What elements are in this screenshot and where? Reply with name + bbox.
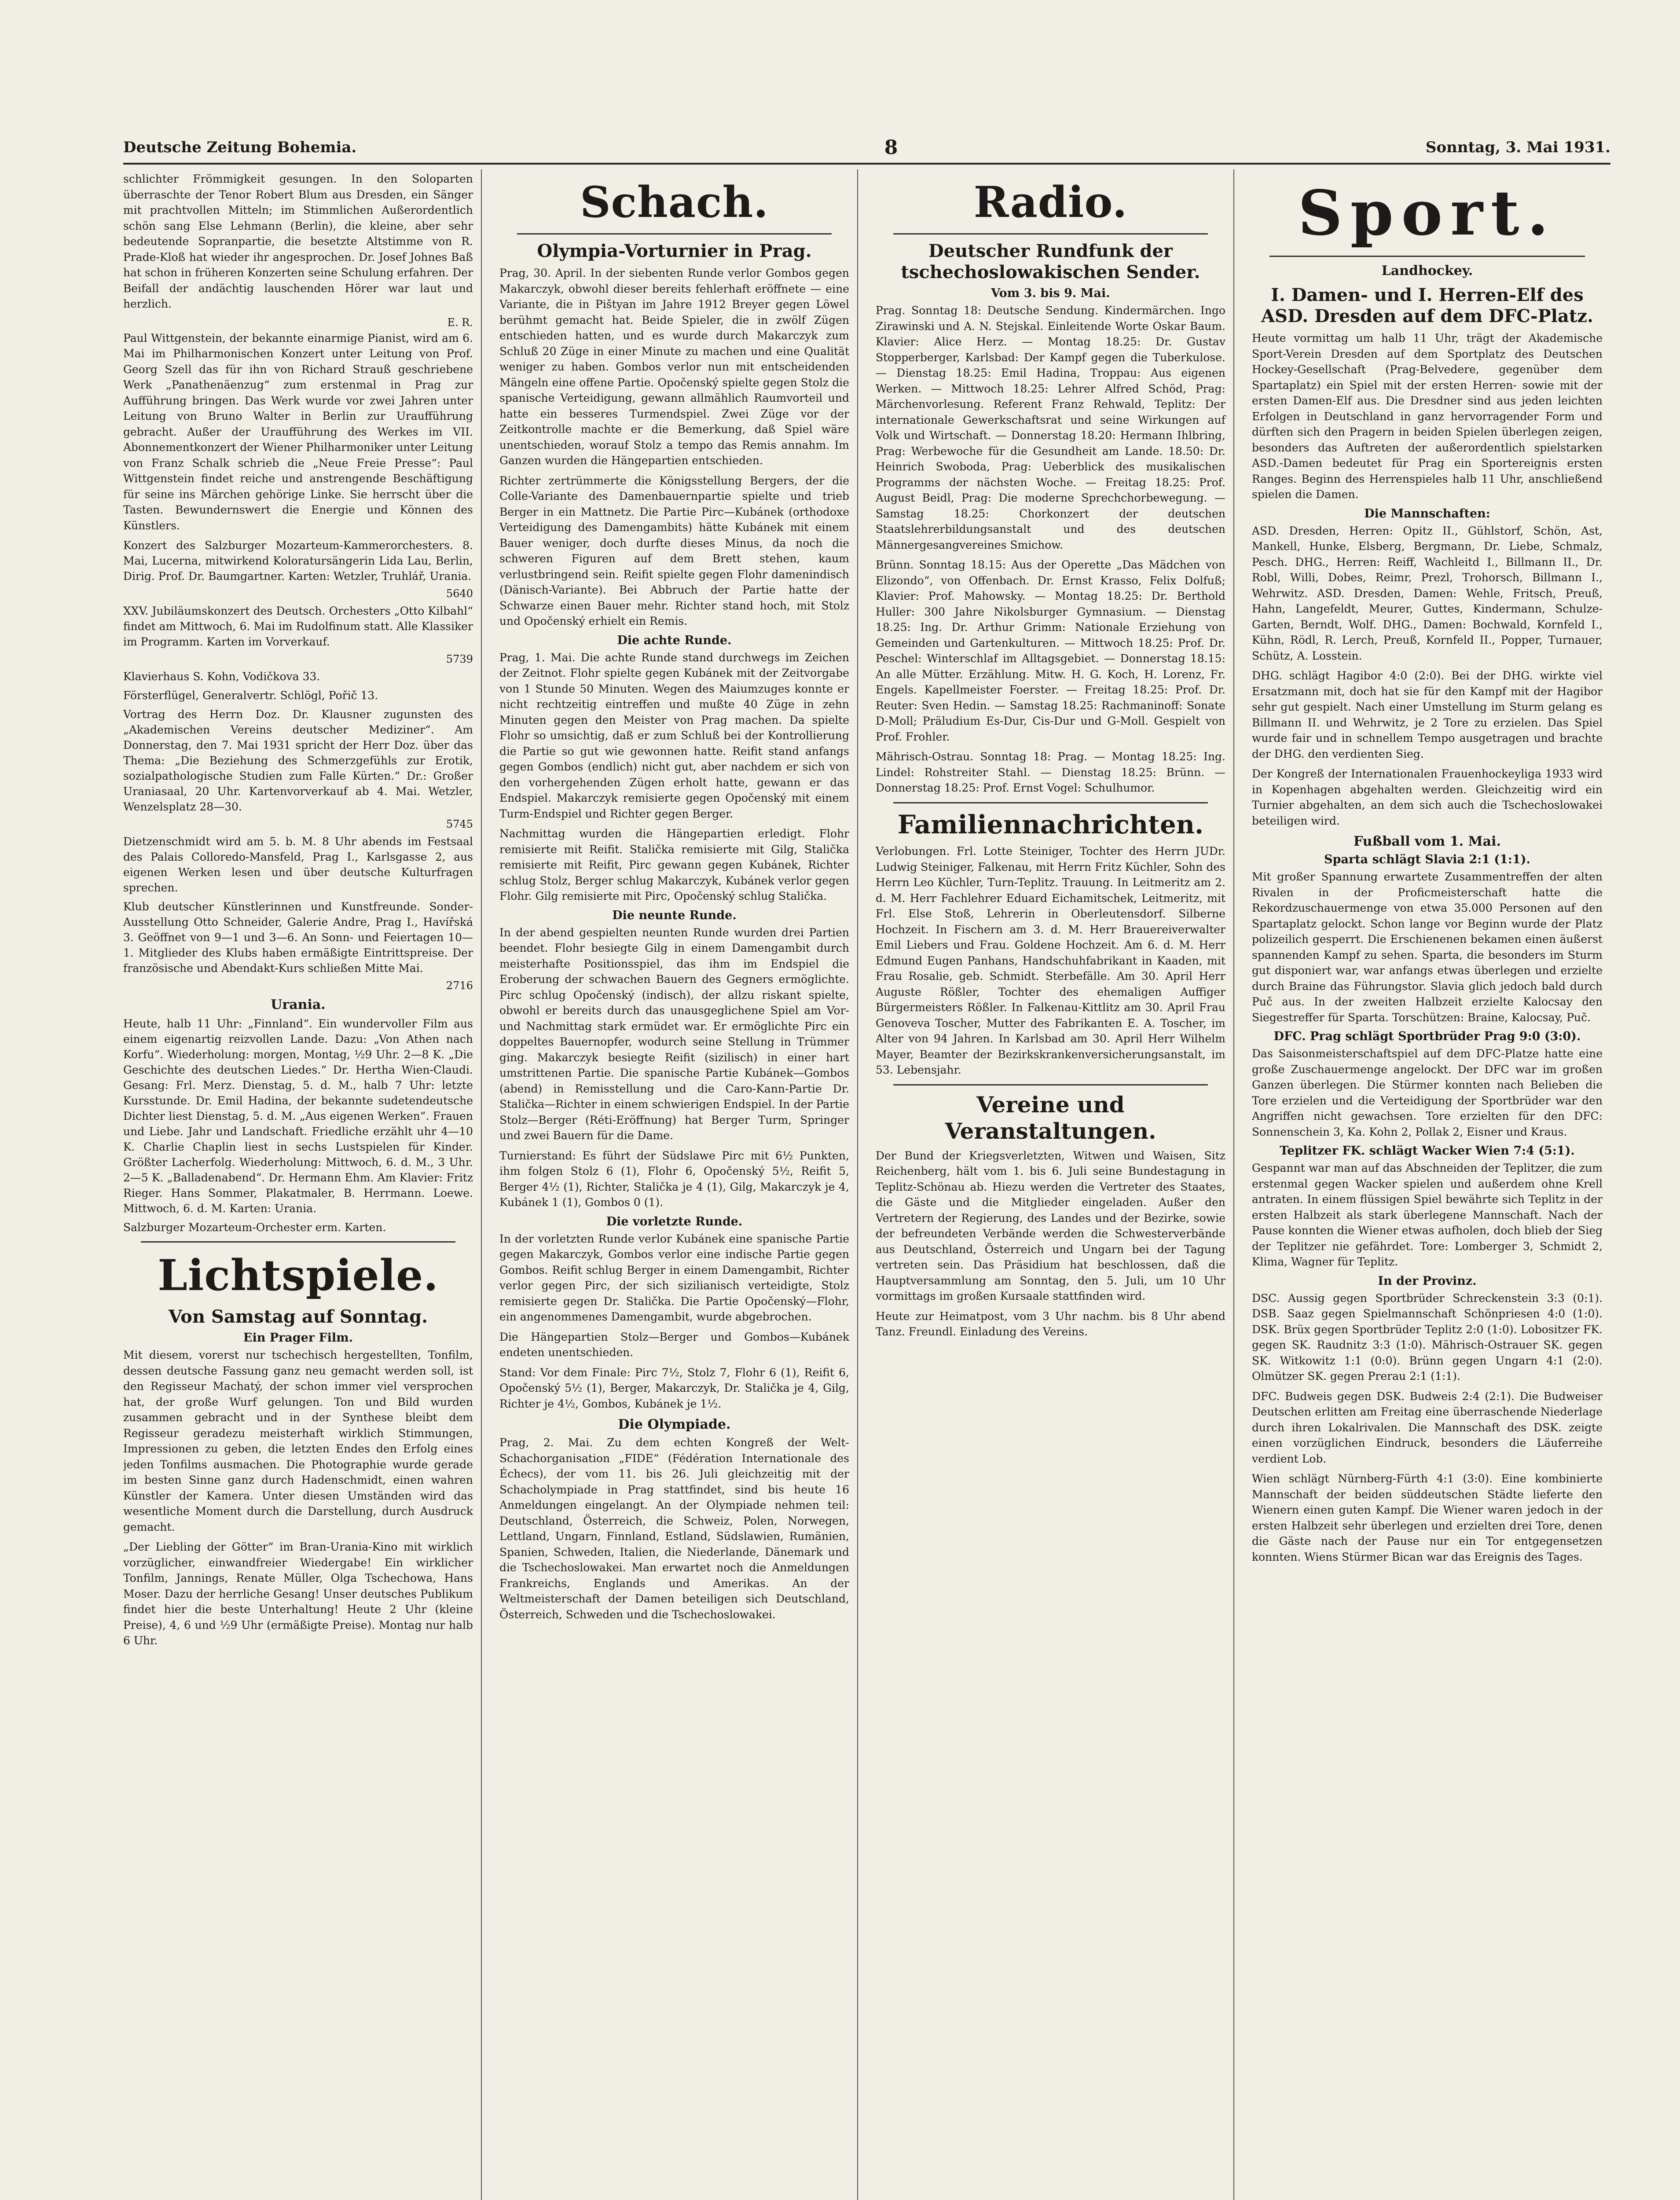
radio-ostrau: Mährisch-Ostrau. Sonntag 18: Prag. — Montag 18.25: Ing. Lindel: Rohstreiter Stahl. — Dienstag 18.25: Brünn. — Donnerstag 18.25: Prof. Ernst Vogel: Schulhumor. [876, 750, 1225, 794]
chess-round-8: Prag, 1. Mai. Die achte Runde stand durchwegs im Zeichen der Zeitnot. Flohr spielte gegen Kubánek mit der Zeitvorgabe von 1 Stunde 50 Minuten. Wegen des Maiumzuges konnte er nicht rechtzeitig eintreffen und mußte 40 Züge in zehn Minuten gegen den Meister von Prag machen. Da spielte Flohr so umsichtig, daß er zum Schluß bei der Kontrollierung die Partie so gut wie gewonnen hatte. Reifit stand anfangs gegen Gombos (endlich) nicht gut, aber nachdem er sich von den vorhergehenden Zügen erholt hatte, gewann er das Endspiel. Makarczyk remisierte gegen Opočenský mit einem Turm-Endspiel und Richter gegen Berger. [499, 651, 849, 820]
chess-round-9-title: Die neunte Runde. [612, 908, 737, 922]
sport-hockey-headline: I. Damen- und I. Herren-Elf des ASD. Dresden auf dem DFC-Platz. [1261, 285, 1593, 326]
sport-teplitz: Gespannt war man auf das Abschneiden der Teplitzer, die zum erstenmal gegen Wacker spielen und außerdem ohne Krell antraten. In einem flüssigen Spiel bewährte sich Teplitz in der ersten Halbzeit als stark überlegene Mannschaft. Nach der Pause konnten die Wiener etwas aufholen, doch blieb der Sieg der Teplitzer nie gefährdet. Tore: Lomberger 3, Schmidt 2, Klima, Wagner für Teplitz. [1252, 1162, 1603, 1268]
notice-dietzenschmidt: Dietzenschmidt wird am 5. b. M. 8 Uhr abends im Festsaal des Palais Colloredo-Mansfeld, Prag I., Karlsgasse 2, aus eigenen Werken lesen und über deutsche Kulturfragen sprechen. [123, 835, 473, 894]
page-header [123, 132, 1610, 165]
chess-standings: Turnierstand: Es führt der Südslawe Pirc mit 6½ Punkten, ihm folgen Stolz 6 (1), Flohr 6, Opočenský 5½, Reifit 5, Berger 4½ (1), Richter, Stalička je 4 (1), Gilg, Makarczyk je 4, Kubánek 1 (1), Gombos 0 (1). [499, 1149, 849, 1209]
notice-klub: Klub deutscher Künstlerinnen und Kunstfreunde. Sonder-Ausstellung Otto Schneider, Galerie Andre, Prag I., Havířská 3. Geöffnet von 9—1 und 3—6. An Sonn- und Feiertagen 10—1. Mitglieder des Klubs haben ermäßigte Eintrittspreise. Der französische und Abendakt-Kurs schließen Mitte Mai. [123, 900, 473, 975]
column-sport [1252, 169, 1610, 2200]
sport-hockey-text: Heute vormittag um halb 11 Uhr, trägt der Akademische Sport-Verein Dresden auf dem Sportplatz des Deutschen Hockey-Gesellschaft (Prag-Belvedere, gegenüber dem Spartaplatz) ein Spiel mit der ersten Herren- sowie mit der ersten Damen-Elf aus. Die Dresdner sind aus jeden leichten Erfolgen in Deutschland in ganz hervorragender Form und dürften sich den Pragern in beiden Spielen überlegen zeigen, besonders das Auftreten der außerordentlich spielstarken ASD.-Damen bedeutet für Prag ein Sportereignis ersten Ranges. Beginn des Herrenspieles halb 11 Uhr, anschließend spielen die Damen. [1252, 332, 1603, 501]
chess-round-8-title: Die achte Runde. [617, 633, 732, 647]
section-title-schach: Schach. [580, 177, 769, 227]
article-wittgenstein: Paul Wittgenstein, der bekannte einarmige Pianist, wird am 6. Mai im Philharmonischen Konzert unter Leitung von Prof. Georg Szell das für ihn von Richard Strauß geschriebene Werk „Panathenäenzug“ zum erstenmal in Prag zur Aufführung bringen. Das Werk wurde vor zwei Jahren unter Leitung von Bruno Walter in Berlin zur Uraufführung gebracht. Außer der Uraufführung des Werkes im VII. Abonnementkonzert der Wiener Philharmoniker unter Leitung von Franz Schalk schrieb die „Neue Freie Presse“: Paul Wittgenstein findet reiche und anstrengende Beschäftigung für seine ins Märchen gehörige Linke. Sie herrscht über die Tasten. Bewundernswert die Energie und Können des Künstlers. [123, 331, 473, 532]
vereine-notices: Der Bund der Kriegsverletzten, Witwen und Waisen, Sitz Reichenberg, hält vom 1. bis 6. Juli seine Bundestagung in Teplitz-Schönau ab. Hiezu werden die Vertreter des Staates, die Gäste und die Mitglieder eingeladen. Außer den Vertretern der Regierung, des Landes und der Bezirke, sowie der befreundeten Verbände werden die Schwesterverbände aus Deutschland, Österreich und Ungarn bei der Tagung vertreten sein. Das Präsidium hat beschlossen, daß die Hauptversammlung am Sonntag, den 5. Juli, um 10 Uhr vormittags im großen Kursaale stattfinden wird. [876, 1149, 1225, 1303]
chess-penultimate: In der vorletzten Runde verlor Kubánek eine spanische Partie gegen Makarczyk, Gombos verlor eine indische Partie gegen Gombos. Reifit schlug Berger in einem Damengambit, Richter verlor gegen Pirc, der sich sizilianisch verteidigte, Stolz remisierte gegen Dr. Stalička. Die Partie Opočenský—Flohr, ein angenommenes Damengambit, wurde abgebrochen. [499, 1232, 849, 1323]
page-number: 8 [884, 136, 898, 159]
sport-sparta-title: Sparta schlägt Slavia 2:1 (1:1). [1324, 853, 1530, 866]
chess-final-standings: Stand: Vor dem Finale: Pirc 7½, Stolz 7, Flohr 6 (1), Reifit 6, Opočenský 5½ (1), Berger, Makarczyk, Dr. Stalička je 4, Gilg, Richter je 4½, Gombos, Kubánek je 1½. [499, 1366, 849, 1410]
radio-headline: Deutscher Rundfunk der tschechoslowakischen Sender. [901, 241, 1200, 282]
sport-province-title: In der Provinz. [1378, 1274, 1477, 1288]
column-culture [123, 169, 482, 2200]
sport-wien: Wien schlägt Nürnberg-Fürth 4:1 (3:0). Eine kombinierte Mannschaft der beiden süddeutschen Städte lieferte den Wienern einen guten Kampf. Die Wiener waren jedoch in der ersten Halbzeit sehr überlegen und erzielten drei Tore, denen die Gäste nach der Pause nur ein Tor entgegensetzen konnten. Wiens Stürmer Bican war das Ereignis des Tages. [1252, 1472, 1603, 1563]
chess-headline: Olympia-Vorturnier in Prag. [537, 241, 812, 261]
chess-report-7b: Richter zertrümmerte die Königsstellung Bergers, der die Colle-Variante des Damenbauernpartie spielte und trieb Berger in ein Mattnetz. Die Partie Pirc—Kubánek (orthodoxe Verteidigung des Damengambits) hätte Kubánek mit einem Bauer weniger, doch durfte dieses Minus, da noch die schweren Figuren auf dem Brett stehen, kaum verlustbringend sein. Reifit spielte gegen Flohr damenindisch (Dänisch-Variante). Bei Abbruch der Partie hatte der Schwarze einen Bauer mehr. Richter stand hoch, mit Stolz und Opočenský erhielt ein Remis. [499, 474, 849, 627]
sport-teams: ASD. Dresden, Herren: Opitz II., Gühlstorf, Schön, Ast, Mankell, Hunke, Elsberg, Bergmann, Dr. Liebe, Schmalz, Pesch. DHG., Herren: Reiff, Wachleitd I., Billmann II., Dr. Robl, Willi, Dobes, Reimr, Prezl, Trohorsch, Billmann I., Wehrwitz. ASD. Dresden, Damen: Wehle, Fritsch, Preuß, Hahn, Langefeldt, Meurer, Guttes, Kindermann, Schulze-Garten, Berndt, Wolf. DHG., Damen: Bochwald, Kornfeld I., Kühn, Rödl, R. Lerch, Preuß, Kornfeld II., Popper, Turnauer, Schütz, A. Losstein. [1252, 524, 1603, 662]
sport-dhg-hagibor: DHG. schlägt Hagibor 4:0 (2:0). Bei der DHG. wirkte viel Ersatzmann mit, doch hat sie für den Kampf mit der Hagibor sehr gut gespielt. Nach einer Umstellung im Sturm gelang es Billmann II. und Wehrwitz, je 2 Tore zu erzielen. Das Spiel wurde fair und in schnellem Tempo ausgetragen und brachte der DHG. den verdienten Sieg. [1252, 669, 1603, 760]
chess-round-8b: Nachmittag wurden die Hängepartien erledigt. Flohr remisierte mit Reifit. Stalička remisierte mit Gilg, Stalička remisierte mit Reifit, Pirc gewann gegen Kubánek, Richter schlug Stolz, Berger schlug Makarczyk, Kubánek verlor gegen Flohr. Gilg remisierte mit Pirc, Opočenský schlug Stalička. [499, 827, 849, 902]
section-title-sport: Sport. [1298, 177, 1557, 249]
film-review: Mit diesem, vorerst nur tschechisch hergestellten, Tonfilm, dessen deutsche Fassung ganz neu gemacht werden soll, ist den Regisseur Machatý, der schon immer viel versprochen hat, der große Wurf gelungen. Ton und Bild wurden zusammen gebracht und in der Synthese bleibt dem Regisseur geradezu meisterhaft wirklich Stimmungen, Impressionen zu geben, die letzten Endes den Erfolg eines jeden Tonfilms ausmachen. Die Photographie wurde gerade im besten Sinne ganz durch Hadenschmidt, einen wahren Künstler der Kamera. Unter diesen Umständen wird das wesentliche Moment durch die Darstellung, durch Ausdruck gemacht. [123, 1349, 473, 1533]
notice-salzburger: Konzert des Salzburger Mozarteum-Kammerorchesters. 8. Mai, Lucerna, mitwirkend Koloratursängerin Lida Lau, Berlin, Dirig. Prof. Dr. Baumgartner. Karten: Wetzler, Truhlář, Urania. [123, 539, 473, 583]
chess-olympiad: Prag, 2. Mai. Zu dem echten Kongreß der Welt-Schachorganisation „FIDE“ (Fédération Internationale des Échecs), der vom 11. bis 26. Juli gleichzeitig mit der Schacholympiade in Prag stattfindet, sind bis heute 16 Anmeldungen eingelangt. An der Olympiade nehmen teil: Deutschland, Österreich, die Schweiz, Polen, Norwegen, Lettland, Ungarn, Finnland, Estland, Südslawien, Rumänien, Spanien, Schweden, Italien, die Niederlande, Dänemark und die Tschechoslowakei. Man erwartet noch die Anmeldungen Frankreichs, Englands und Amerikas. An der Weltmeisterschaft der Damen beteiligen sich Deutschland, Österreich, Schweden und die Tschechoslowakei. [499, 1436, 849, 1621]
chess-olympiad-title: Die Olympiade. [618, 1417, 731, 1432]
sport-football-title: Fußball vom 1. Mai. [1354, 834, 1501, 849]
film-subheadline: Ein Prager Film. [243, 1331, 353, 1345]
notice-foerster: Försterflügel, Generalvertr. Schlögl, Pořič 13. [123, 689, 378, 702]
divider [893, 233, 1208, 235]
signature: E. R. [447, 316, 473, 329]
sport-dfc: Das Saisonmeisterschaftspiel auf dem DFC-Platze hatte eine große Zuschauermenge angelockt. Der DFC war im großen Ganzen überlegen. Die Stürmer konnten nach Belieben die Tore erzielen und die Verteidigung der Sportbrüder war den Angriffen nicht gewachsen. Tore erzielten für den DFC: Sonnenschein 3, Ka. Kohn 2, Pollak 2, Eisner und Kraus. [1252, 1047, 1603, 1138]
urania-program: Heute, halb 11 Uhr: „Finnland“. Ein wundervoller Film aus einem eigenartig reizvollen Lande. Dazu: „Von Athen nach Korfu“. Wiederholung: morgen, Montag, ½9 Uhr. 2—8 K. „Die Geschichte des deutschen Liedes.“ Dr. Hertha Wien-Claudi. Gesang: Frl. Merz. Dienstag, 5. d. M., halb 7 Uhr: letzte Kursstunde. Dr. Emil Hadina, der bekannte sudetendeutsche Dichter liest Dienstag, 5. d. M. „Aus eigenen Werken“. Frauen und Liebe. Jahr und Landschaft. Friedliche erzählt uhr 4—10 K. Charlie Chaplin liest in sechs Lustspielen für Kinder. Größter Lacherfolg. Wiederholung: Mittwoch, 6. d. M., 3 Uhr. 2—5 K. „Balladenabend“. Dr. Hermann Ehm. Am Klavier: Fritz Rieger. Hans Sommer, Plakatmaler, B. Herrmann. Loewe. Mittwoch, 6. d. M. Karten: Urania. [123, 1017, 473, 1215]
notice-heimatpost: Heute zur Heimatpost, vom 3 Uhr nachm. bis 8 Uhr abend Tanz. Freundl. Einladung des Vereins. [876, 1309, 1225, 1338]
section-title-urania: Urania. [271, 997, 326, 1012]
notice-number: 5745 [446, 818, 473, 830]
article-concert-review: schlichter Frömmigkeit gesungen. In den Soloparten überraschte der Tenor Robert Blum aus Dresden, ein Sänger mit prachtvollen Mitteln; im Stimmlichen Außerordentlich schön sang Else Lehmann (Berlin), die kleine, aber sehr bedeutende Sopranpartie, die besetzte Altstimme von R. Prade-Kloß hat wieder ihr angesprochen. Dr. Josef Johnes Baß hat schon in früheren Konzerten seine Schulung erfahren. Der Beifall der andächtig lauschenden Hörer war laut und herzlich. [123, 172, 473, 310]
sport-sparta: Mit großer Spannung erwartete Zusammentreffen der alten Rivalen in der Proficmeisterschaft hatte die Rekordzuschauermenge von etwa 35.000 Personen auf den Spartaplatz gelockt. Schon lange vor Beginn wurde der Platz polizeilich gesperrt. Die Erschienenen bekamen einen äußerst spannenden Kampf zu sehen. Sparta, die besonders im Sturm gut disponiert war, war anfangs etwas überlegen und erzielte durch Braine das Führungstor. Slavia glich jedoch bald durch Puč aus. In der zweiten Halbzeit erzielte Kalocsay den Siegestreffer für Sparta. Torschützen: Braine, Kalocsay, Puč. [1252, 870, 1603, 1024]
sport-teams-title: Die Mannschaften: [1364, 506, 1490, 521]
chess-round-9: In der abend gespielten neunten Runde wurden drei Partien beendet. Flohr besiegte Gilg in einem Damengambit durch meisterhafte Positionsspiel, das ihm im Endspiel die Eroberung der schwachen Bauern des Gegners ermöglichte. Pirc schlug Opočenský (indisch), der allzu riskant spielte, obwohl er bereits durch das unausgeglichene Spiel am Vor- und Nachmittag stark ermüdet war. Er ermöglichte Pirc ein doppeltes Bauernopfer, wodurch seine Stellung in Trümmer ging. Makarczyk besiegte Reifit (sizilisch) in einer hart umstrittenen Partie. Die spanische Partie Kubánek—Gombos (abend) in Remisstellung und die Caro-Kann-Partie Dr. Stalička—Richter in einem schwierigen Endspiel. In der Partie Stolz—Berger (Réti-Eröffnung) hat Berger Turm, Springer und zwei Bauern für die Dame. [499, 926, 849, 1142]
notice-klavierhaus: Klavierhaus S. Kohn, Vodičkova 33. [123, 670, 320, 683]
section-title-vereine: Vereine und Veranstaltungen. [945, 1091, 1156, 1144]
divider [893, 802, 1208, 803]
issue-date: Sonntag, 3. Mai 1931. [1425, 139, 1610, 156]
radio-dates: Vom 3. bis 9. Mai. [991, 286, 1110, 300]
notice-jubilaeum: XXV. Jubiläumskonzert des Deutsch. Orchesters „Otto Kilbahl“ findet am Mittwoch, 6. Mai im Rudolfinum statt. Alle Klassiker im Programm. Karten im Vorverkauf. [123, 605, 473, 648]
radio-prag: Prag. Sonntag 18: Deutsche Sendung. Kindermärchen. Ingo Zirawinski und A. N. Stejskal. Einleitende Worte Oskar Baum. Klavier: Alice Herz. — Montag 18.25: Dr. Gustav Stopperberger, Karlsbad: Der Kampf gegen die Tuberkulose. — Dienstag 18.25: Emil Hadina, Troppau: Aus eigenen Werken. — Mittwoch 18.25: Lehrer Alfred Schöd, Prag: Märchenvorlesung. Referent Franz Rehwald, Teplitz: Der internationale Gewerkschaftsrat und seine Wirkungen auf Volk und Wirtschaft. — Donnerstag 18.20: Hermann Ihlbring, Prag: Werbewoche für die Gesundheit am Lande. 18.50: Dr. Heinrich Swoboda, Prag: Ueberblick des musikalischen Programms der nächsten Woche. — Freitag 18.25: Prof. August Beidl, Prag: Die moderne Sprechchorbewegung. — Samstag 18.25: Chorkonzert der deutschen Staatslehrerbildungsanstalt und des deutschen Männergesangvereines Smichow. [876, 304, 1225, 551]
divider [141, 1241, 455, 1243]
columns [123, 169, 1610, 2200]
chess-report-7: Prag, 30. April. In der siebenten Runde verlor Gombos gegen Makarczyk, obwohl dieser bereits fehlerhaft eröffnete — eine Variante, die in Pištyan im Jahre 1912 Breyer gegen Löwel berühmt gemacht hat. Beide Spieler, die in zwölf Zügen entschieden hatten, und es wurde durch Makarczyk zum Schluß 20 Züge in einer Minute zu machen und eine Qualität weniger zu haben. Gombos verlor nun mit entscheidenden Mängeln eine offene Partie. Opočenský spielte gegen Stolz die spanische Verteidigung, gewann allmählich Raumvorteil und hatte ein besseres Turmendspiel. Zwei Züge vor der Zeitkontrolle machte er die Bemerkung, daß Spiel wäre unentschieden, worauf Stolz a tempo das Remis annahm. Im Ganzen wurden die Hängepartien entschieden. [499, 267, 849, 467]
paper-name: Deutsche Zeitung Bohemia. [123, 139, 357, 156]
divider [1269, 256, 1585, 257]
sport-dfc-title: DFC. Prag schlägt Sportbrüder Prag 9:0 (3:0). [1273, 1030, 1581, 1043]
chess-penultimate-title: Die vorletzte Runde. [606, 1214, 743, 1228]
column-chess [499, 169, 858, 2200]
section-title-family: Familiennachrichten. [897, 809, 1204, 840]
divider [893, 1084, 1208, 1085]
sport-kongress: Der Kongreß der Internationalen Frauenhockeyliga 1933 wird in Kopenhagen abgehalten werden. Gleichzeitig wird ein Turnier abgehalten, an dem sich auch die Tschechoslowakei beteiligen wird. [1252, 767, 1603, 827]
notice-number: 5739 [446, 653, 473, 665]
notice-salzburger-orchestra: Salzburger Mozarteum-Orchester erm. Karten. [123, 1221, 386, 1234]
section-title-radio: Radio. [973, 177, 1128, 227]
film-headline: Von Samstag auf Sonntag. [168, 1306, 428, 1327]
film-notice-liebling: „Der Liebling der Götter“ im Bran-Urania-Kino mit wirklich vorzüglicher, einwandfreier Wiedergabe! Ein wirklicher Tonfilm, Jannings, Renate Müller, Olga Tschechowa, Hans Moser. Dazu der herrliche Gesang! Unser deutsches Publikum findet hier die beste Unterhaltung! Heute 2 Uhr (kleine Preise), 4, 6 und ½9 Uhr (ermäßigte Preise). Montag nur halb 6 Uhr. [123, 1540, 473, 1647]
sport-hockey-title: Landhockey. [1381, 263, 1473, 279]
notice-vortrag: Vortrag des Herrn Doz. Dr. Klausner zugunsten des „Akademischen Vereins deutscher Mediziner“. Am Donnerstag, den 7. Mai 1931 spricht der Herr Doz. über das Thema: „Die Beziehung des Schmerzgefühls zur Erotik, sozialpathologische Studien zum Falle Kürten.“ Dr.: Großer Uraniasaal, 20 Uhr. Kartenvorverkauf ab 4. Mai. Wetzler, Wenzelsplatz 28—30. [123, 708, 473, 813]
notice-number: 5640 [446, 587, 473, 600]
family-notices: Verlobungen. Frl. Lotte Steiniger, Tochter des Herrn JUDr. Ludwig Steiniger, Falkenau, mit Herrn Fritz Küchler, Sohn des Herrn Leo Küchler, Turn-Teplitz. Trauung. In Leitmeritz am 2. d. M. Herr Fachlehrer Eduard Eichamitschek, Leitmeritz, mit Frl. Else Stoß, Lehrerin in Oberleutensdorf. Silberne Hochzeit. In Fischern am 3. d. M. Herr Brauereiverwalter Emil Liebers und Frau. Goldene Hochzeit. Am 6. d. M. Herr Edmund Eugen Panhans, Handschuhfabrikant in Kaaden, mit Frau Rosalie, geb. Schmidt. Sterbefälle. Am 30. April Herr Auguste Rößler, Tochter des ehemaligen Auffiger Bürgermeisters Rößler. In Falkenau-Kittlitz am 30. April Frau Genoveva Toscher, Mutter des Fabrikanten E. A. Toscher, im Alter von 94 Jahren. In Karlsbad am 30. April Herr Wilhelm Mayer, Beamter der Bezirkskrankenversicherungsanstalt, im 53. Lebensjahr. [876, 845, 1225, 1077]
sport-province: DSC. Aussig gegen Sportbrüder Schreckenstein 3:3 (0:1). DSB. Saaz gegen Spielmannschaft Schönpriesen 4:0 (1:0). DSK. Brüx gegen Sportbrüder Teplitz 2:0 (1:0). Lobositzer FK. gegen SK. Raudnitz 3:3 (1:0). Mährisch-Ostrauer SK. gegen SK. Witkowitz 1:1 (0:0). Brünn gegen Ungarn 4:1 (2:0). Olmützer SK. gegen Prerau 2:1 (1:1). [1252, 1291, 1603, 1382]
sport-teplitz-title: Teplitzer FK. schlägt Wacker Wien 7:4 (5:1). [1280, 1144, 1575, 1158]
section-title-lichtspiele: Lichtspiele. [158, 1250, 439, 1300]
column-radio [876, 169, 1234, 2200]
divider [517, 233, 832, 235]
chess-penultimate-b: Die Hängepartien Stolz—Berger und Gombos—Kubánek endeten unentschieden. [499, 1330, 849, 1359]
radio-bruenn: Brünn. Sonntag 18.15: Aus der Operette „Das Mädchen von Elizondo“, von Offenbach. Dr. Ernst Krasso, Felix Dolfuß; Klavier: Prof. Mahowsky. — Montag 18.25: Dr. Berthold Huller: 300 Jahre Nikolsburger Gymnasium. — Dienstag 18.25: Ing. Dr. Arthur Grimm: Nationale Erziehung von Gemeinden und Gartenkulturen. — Mittwoch 18.25: Prof. Dr. Peschel: Winterschlaf im Alltagsgebiet. — Donnerstag 18.15: An alle Mütter. Erzählung. Mitw. H. G. Koch, H. Lorenz, Fr. Engels. Kapellmeister Foerster. — Freitag 18.25: Prof. Dr. Reuter: Sven Hedin. — Samstag 18.25: Rachmaninoff: Sonate D-Moll; Präludium Es-Dur, Cis-Dur und G-Moll. Gespielt von Prof. Frohler. [876, 558, 1225, 743]
sport-budweis: DFC. Budweis gegen DSK. Budweis 2:4 (2:1). Die Budweiser Deutschen erlitten am Freitag eine überraschende Niederlage durch ihren Lokalrivalen. Die Mannschaft des DSK. zeigte einen vorzüglichen Eindruck, besonders die Läuferreihe verdient Lob. [1252, 1390, 1603, 1465]
notice-number: 2716 [446, 979, 473, 992]
